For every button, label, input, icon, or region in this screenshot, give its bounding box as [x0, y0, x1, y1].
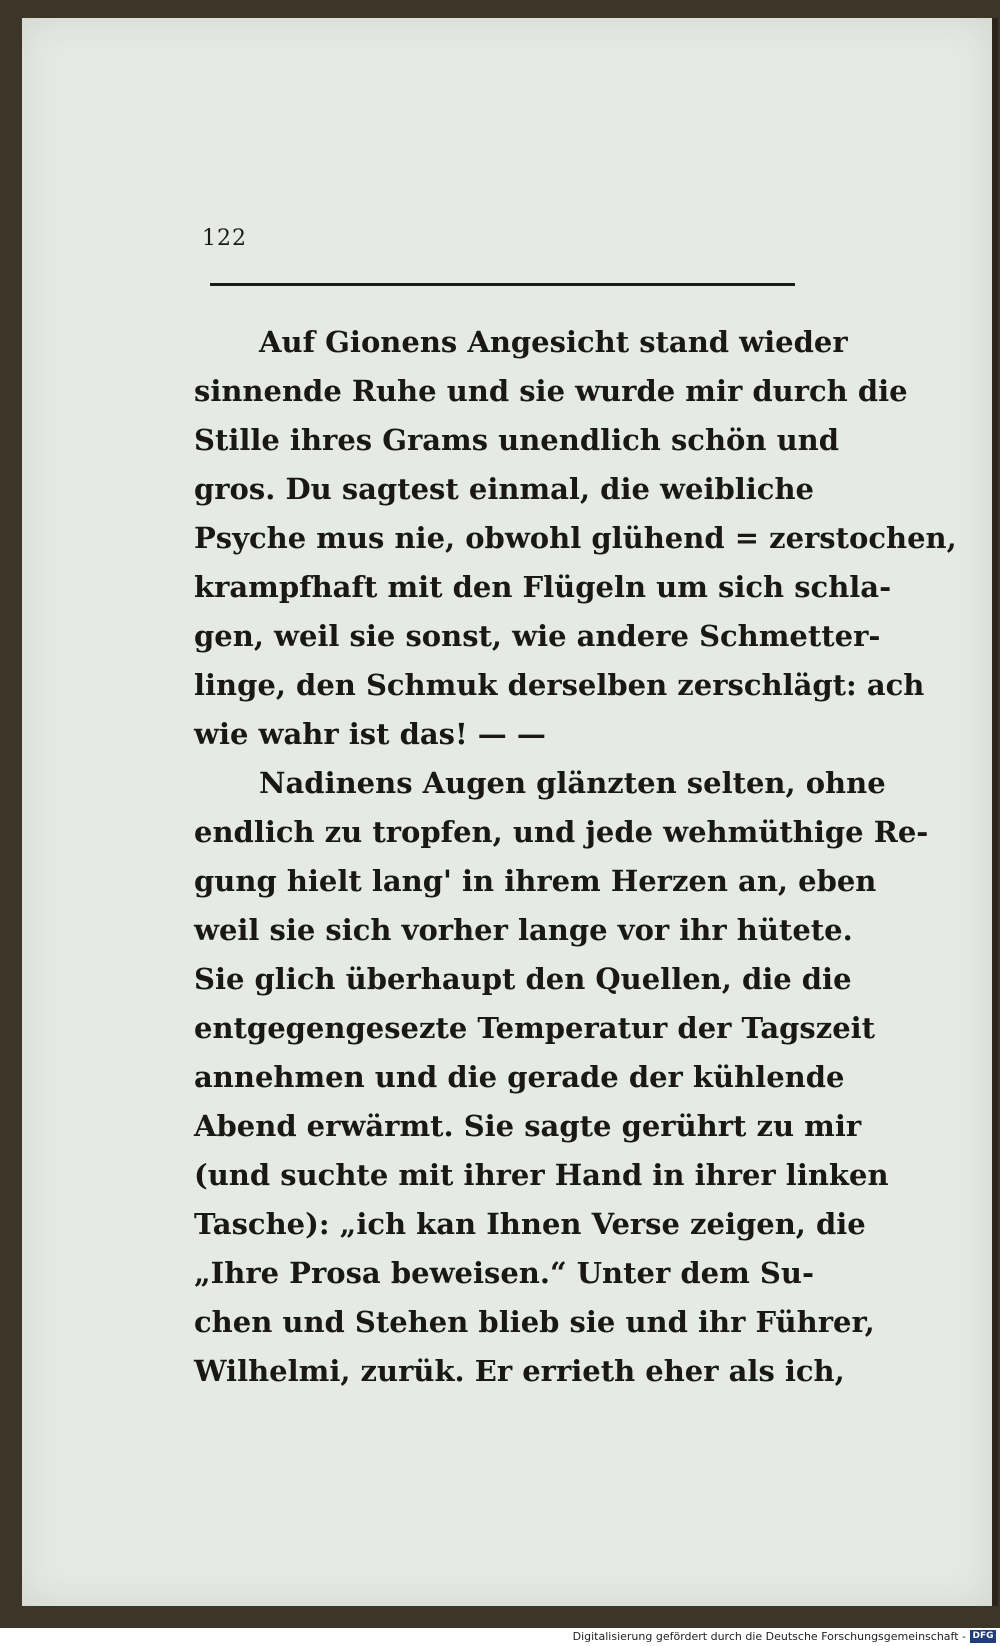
text-line: entgegengesezte Temperatur der Tagszeit: [194, 1011, 876, 1045]
text-line: Psyche mus nie, obwohl glühend = zerstochen,: [194, 521, 957, 555]
text-line: gros. Du sagtest einmal, die weibliche: [194, 472, 814, 506]
text-line: sinnende Ruhe und sie wurde mir durch die: [194, 374, 908, 408]
text-line: krampfhaft mit den Flügeln um sich schla-: [194, 570, 892, 604]
text-line: weil sie sich vorher lange vor ihr hütete.: [194, 913, 853, 947]
text-line: Wilhelmi, zurük. Er errieth eher als ich,: [194, 1354, 845, 1388]
text-line: linge, den Schmuk derselben zerschlägt: ach: [194, 668, 925, 702]
text-line: chen und Stehen blieb sie und ihr Führer,: [194, 1305, 875, 1339]
body-text: [194, 318, 957, 1396]
text-line: Abend erwärmt. Sie sagte gerührt zu mir: [194, 1109, 862, 1143]
dfg-logo: DFG: [970, 1630, 996, 1643]
footer-credit: Digitalisierung gefördert durch die Deutsche Forschungsgemeinschaft -: [572, 1630, 966, 1643]
text-line: annehmen und die gerade der kühlende: [194, 1060, 845, 1094]
text-line: Tasche): „ich kan Ihnen Verse zeigen, die: [194, 1207, 866, 1241]
text-line: Stille ihres Grams unendlich schön und: [194, 423, 840, 457]
text-line: gung hielt lang' in ihrem Herzen an, eben: [194, 864, 877, 898]
text-line: „Ihre Prosa beweisen.“ Unter dem Su-: [194, 1256, 814, 1290]
header-rule: [210, 283, 795, 286]
page-number: 122: [202, 226, 247, 251]
text-line: Auf Gionens Angesicht stand wieder: [259, 325, 848, 359]
book-page: [22, 18, 998, 1606]
text-line: Nadinens Augen glänzten selten, ohne: [259, 766, 886, 800]
text-line: endlich zu tropfen, und jede wehmüthige Re-: [194, 815, 929, 849]
text-line: Sie glich überhaupt den Quellen, die die: [194, 962, 852, 996]
text-line: gen, weil sie sonst, wie andere Schmetter-: [194, 619, 881, 653]
text-line: (und suchte mit ihrer Hand in ihrer linken: [194, 1158, 889, 1192]
text-line: wie wahr ist das! — —: [194, 717, 546, 751]
